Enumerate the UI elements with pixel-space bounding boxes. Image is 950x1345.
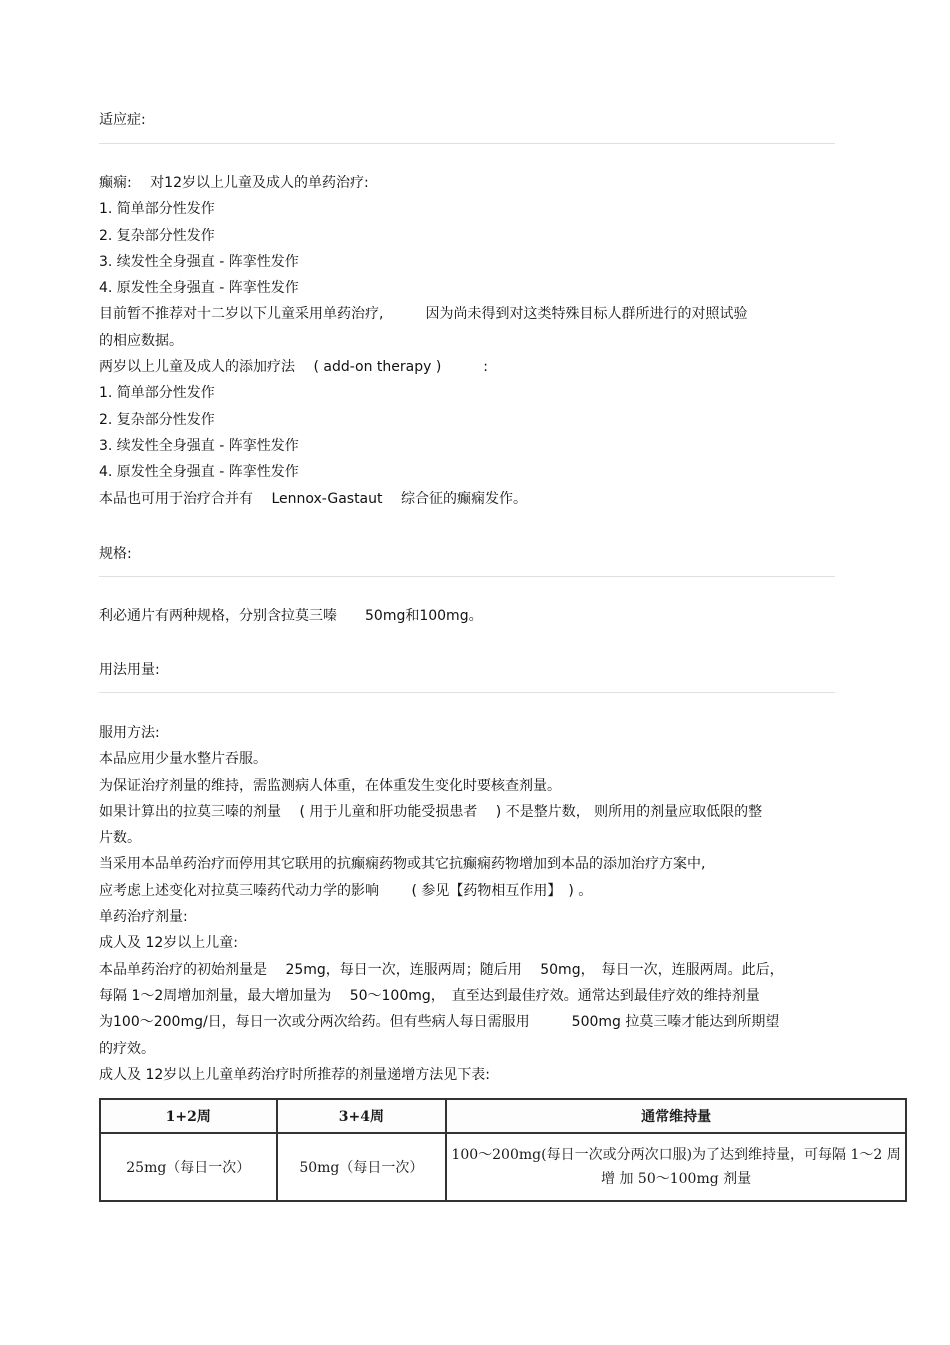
- usage-heading: 用法用量:: [99, 662, 160, 678]
- indication-line: 1. 简单部分性发作: [99, 385, 215, 402]
- usage-line: 本品单药治疗的初始剂量是 25mg，每日一次，连服两周；随后用 50mg， 每日一次，连服两周。此后，: [99, 961, 784, 978]
- indication-line: 的相应数据。: [99, 332, 183, 349]
- indication-line: 2. 复杂部分性发作: [99, 227, 215, 244]
- indication-line: 1. 简单部分性发作: [99, 201, 215, 218]
- indication-line: 两岁以上儿童及成人的添加疗法 ( add-on therapy ) :: [99, 359, 489, 376]
- indication-line: 本品也可用于治疗合并有 Lennox-Gastaut 综合征的癫痫发作。: [99, 490, 527, 507]
- table-header-cell: 3+4周: [277, 1099, 447, 1133]
- table-header-cell: 1+2周: [100, 1099, 277, 1133]
- indication-line: 目前暂不推荐对十二岁以下儿童采用单药治疗, 因为尚未得到对这类特殊目标人群所进行的对照试验: [99, 306, 748, 323]
- indication-line: 3. 续发性全身强直 - 阵挛性发作: [99, 437, 299, 454]
- usage-line: 的疗效。: [99, 1040, 155, 1057]
- usage-line: 当采用本品单药治疗而停用其它联用的抗癫痫药物或其它抗癫痫药物增加到本品的添加治疗方案中,: [99, 856, 706, 873]
- dose-titration-table: [99, 1098, 907, 1202]
- table-header-cell: 通常维持量: [446, 1099, 906, 1133]
- usage-line: 服用方法:: [99, 725, 160, 741]
- indication-line: 4. 原发性全身强直 - 阵挛性发作: [99, 464, 299, 481]
- table-cell: 25mg（每日一次）: [100, 1133, 277, 1201]
- indication-line: 4. 原发性全身强直 - 阵挛性发作: [99, 280, 299, 297]
- usage-line: 单药治疗剂量:: [99, 909, 188, 926]
- usage-line: 片数。: [99, 830, 141, 847]
- table-cell: 50mg（每日一次）: [277, 1133, 447, 1201]
- usage-line: 本品应用少量水整片吞服。: [99, 751, 267, 768]
- section-divider: [99, 143, 835, 144]
- table-row: [100, 1133, 906, 1201]
- indication-line: 癫痫: 对12岁以上儿童及成人的单药治疗:: [99, 175, 369, 191]
- spec-heading: 规格:: [99, 546, 132, 562]
- indication-line: 3. 续发性全身强直 - 阵挛性发作: [99, 253, 299, 270]
- usage-line: 成人及 12岁以上儿童:: [99, 935, 238, 952]
- usage-body: [99, 720, 819, 1088]
- usage-line: 为100～200mg/日，每日一次或分两次给药。但有些病人每日需服用 500mg 拉莫三嗪才能达到所期望: [99, 1014, 780, 1031]
- usage-line: 为保证治疗剂量的维持，需监测病人体重，在体重发生变化时要核查剂量。: [99, 777, 561, 794]
- section-divider: [99, 692, 835, 693]
- indications-body: [99, 170, 819, 512]
- indications-heading: 适应症:: [99, 112, 146, 128]
- usage-line: 每隔 1～2周增加剂量，最大增加量为 50～100mg， 直至达到最佳疗效。通常达到最佳疗效的维持剂量: [99, 987, 760, 1004]
- section-divider: [99, 576, 835, 577]
- indication-line: 2. 复杂部分性发作: [99, 411, 215, 428]
- table-header-row: [100, 1099, 906, 1133]
- spec-line: 利必通片有两种规格，分别含拉莫三嗪 50mg和100mg。: [99, 608, 483, 624]
- usage-line: 如果计算出的拉莫三嗪的剂量 ( 用于儿童和肝功能受损患者 ) 不是整片数， 则所用的剂量应取低限的整: [99, 803, 763, 820]
- table-cell: 100～200mg(每日一次或分两次口服)为了达到维持量，可每隔 1～2 周增 加 50～100mg 剂量: [446, 1133, 906, 1201]
- usage-line: 成人及 12岁以上儿童单药治疗时所推荐的剂量递增方法见下表:: [99, 1066, 490, 1083]
- usage-line: 应考虑上述变化对拉莫三嗪药代动力学的影响 ( 参见【药物相互作用】 ) 。: [99, 882, 593, 899]
- spec-body: [99, 603, 819, 629]
